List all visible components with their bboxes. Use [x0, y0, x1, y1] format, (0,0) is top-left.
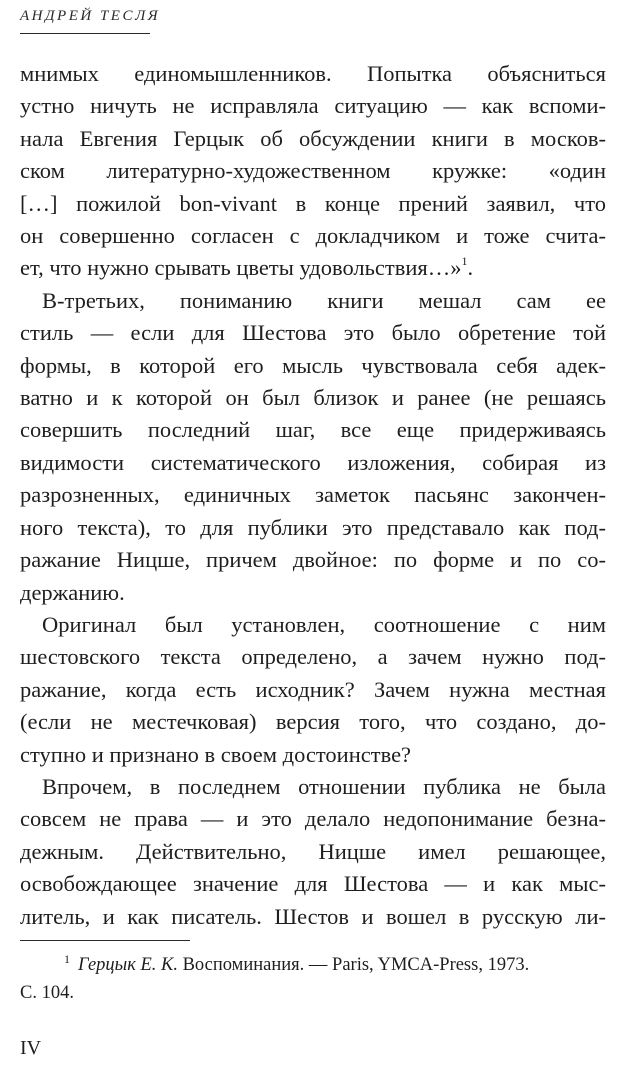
footnote-reference[interactable]: 1	[461, 254, 468, 269]
text-line: ражание, когда есть исходник? Зачем нужна местная	[20, 676, 606, 702]
text-line: ражание Ницше, причем двойное: по форме и по со-	[20, 547, 606, 573]
text-line: литель, и как писатель. Шестов и вошел в русскую ли-	[20, 903, 606, 929]
running-head: АНДРЕЙ ТЕСЛЯ	[20, 8, 161, 24]
text-line: мнимых единомышленников. Попытка объясниться	[20, 61, 606, 86]
text-line: шестовского текста определено, а зачем нужно под-	[20, 644, 606, 670]
text-line: (если не местечковая) версия того, что создано, до-	[20, 709, 606, 735]
text-line: нала Евгения Герцык об обсуждении книги в москов-	[20, 125, 606, 151]
text-line: ватно и к которой он был близок и ранее (не решаясь	[20, 385, 606, 411]
text-line: освобождающее значение для Шестова — и как мыс-	[20, 871, 606, 897]
text-line: […] пожилой bon-vivant в конце прений заявил, что	[20, 190, 606, 216]
running-head-rule	[20, 33, 150, 34]
text-line: формы, в которой его мысль чувствовала себя адек-	[20, 352, 606, 378]
footnote-continuation: С. 104.	[20, 983, 74, 1003]
footnote-text: Воспоминания. — Paris, YMCA-Press, 1973.	[177, 955, 530, 975]
footnote-author: Герцык Е. К.	[78, 955, 178, 975]
text-line: ет, что нужно срывать цветы удовольствия…»	[20, 255, 462, 281]
text-line: видимости систематического изложения, собирая из	[20, 449, 606, 475]
text-line: совершить последний шаг, все еще придерживаясь	[20, 417, 606, 443]
text-line: дежным. Действительно, Ницше имел решающее,	[20, 838, 606, 864]
paragraph-start: Впрочем, в последнем отношении публика не была	[42, 773, 606, 799]
paragraph-start: В-третьих, пониманию книги мешал сам ее	[42, 287, 606, 313]
text-line: ступно и признано в своем достоинстве?	[20, 741, 412, 767]
footnote-rule	[20, 940, 190, 941]
text-line: он совершенно согласен с докладчиком и тоже счита-	[20, 223, 606, 249]
text-line: ском литературно-художественном кружке: «один	[20, 158, 606, 184]
paragraph-start: Оригинал был установлен, соотношение с ним	[42, 611, 606, 637]
body-text	[20, 58, 606, 933]
text-line: совсем не права — и это делало недопонимание безна-	[20, 806, 606, 832]
text-line: держанию.	[20, 579, 125, 605]
text-line-with-footnote: ет, что нужно срывать цветы удовольствия…»$^1$.	[20, 254, 474, 281]
page-number: IV	[20, 1037, 42, 1059]
footnote	[20, 951, 606, 1007]
text-line: стиль — если для Шестова это было обретение той	[20, 320, 606, 346]
text-line: ного текста), то для публики это представало как под-	[20, 514, 606, 540]
footnote-line: 1 Герцык Е. К. Воспоминания. — Paris, YMCA-Press, 1973.	[64, 952, 530, 975]
text-line: разрозненных, единичных заметок пасьянс закончен-	[20, 482, 606, 508]
text-line: устно ничуть не исправляла ситуацию — как вспоми-	[20, 93, 606, 119]
